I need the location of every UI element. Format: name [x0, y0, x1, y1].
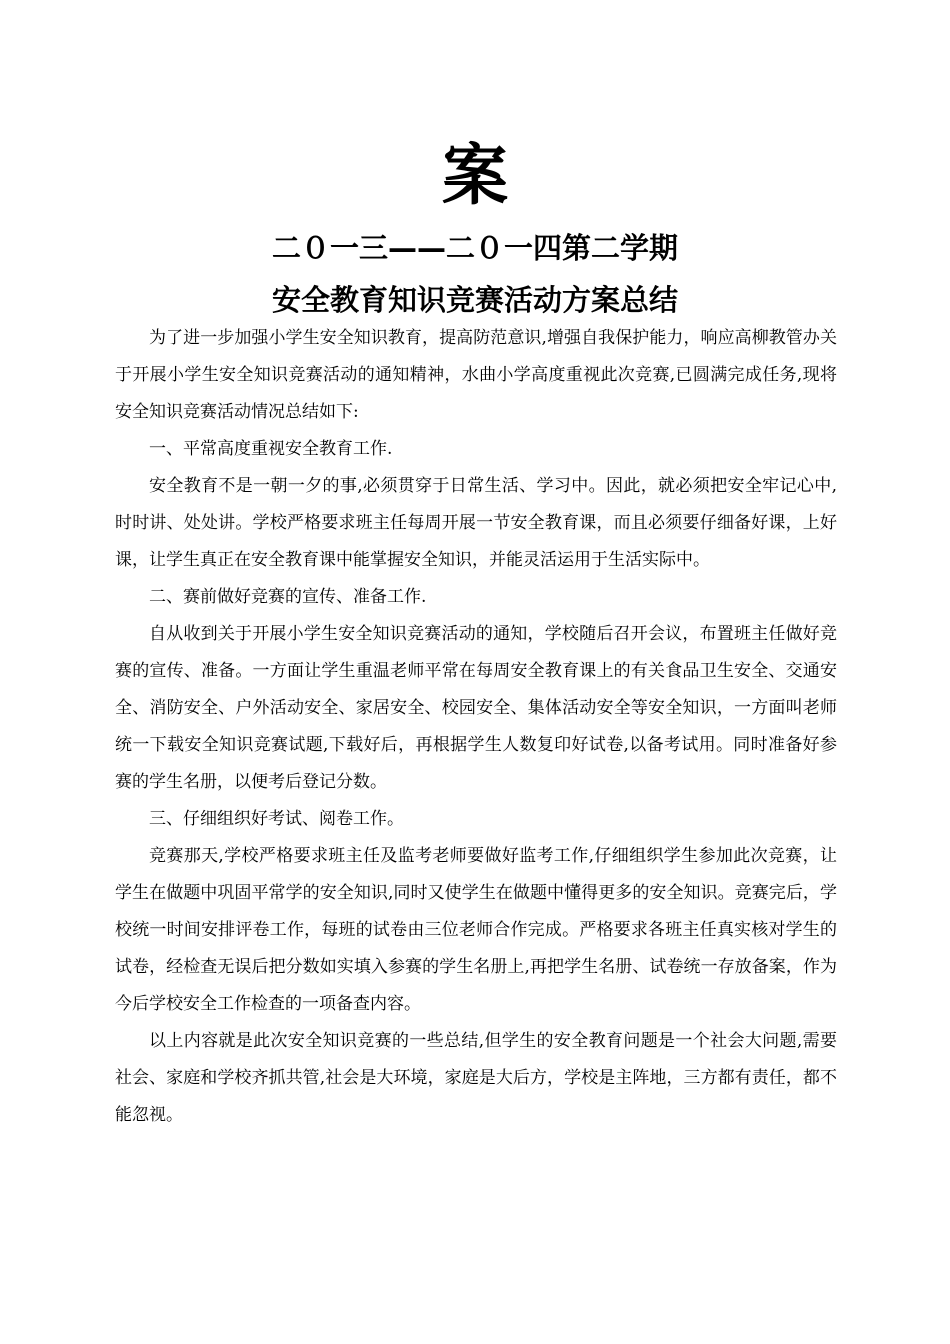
- section-heading-3: 三、仔细组织好考试、阅卷工作。: [149, 809, 404, 829]
- section-heading-1: 一、平常高度重视安全教育工作.: [149, 439, 393, 459]
- heading-fragment: 案: [442, 137, 508, 214]
- paragraph-section-1: 安全教育不是一朝一夕的事,必须贯穿于日常生活、学习中。因此，就必须把安全牢记心中,时时讲、处处讲。学校严格要求班主任每周开展一节安全教育课，而且必须要仔细备好课，上好课，让学生真正在安全教育课中能掌握安全知识，并能灵活运用于生活实际中。: [115, 476, 837, 570]
- section-heading-2: 二、赛前做好竞赛的宣传、准备工作.: [149, 587, 427, 607]
- document-subtitle: 二０一三——二０一四第二学期: [271, 231, 678, 265]
- document-title: 安全教育知识竞赛活动方案总结: [271, 283, 678, 317]
- paragraph-conclusion: 以上内容就是此次安全知识竞赛的一些总结,但学生的安全教育问题是一个社会大问题,需要社会、家庭和学校齐抓共管,社会是大环境，家庭是大后方，学校是主阵地，三方都有责任，都不能忽视。: [115, 1031, 837, 1125]
- paragraph-section-3: 竞赛那天,学校严格要求班主任及监考老师要做好监考工作,仔细组织学生参加此次竞赛，让学生在做题中巩固平常学的安全知识,同时又使学生在做题中懂得更多的安全知识。竞赛完后，学校统一时间安排评卷工作，每班的试卷由三位老师合作完成。严格要求各班主任真实核对学生的试卷，经检查无误后把分数如实填入参赛的学生名册上,再把学生名册、试卷统一存放备案，作为今后学校安全工作检查的一项备查内容。: [115, 846, 837, 1014]
- document-body: [115, 320, 837, 1134]
- paragraph-intro: 为了进一步加强小学生安全知识教育，提高防范意识,增强自我保护能力，响应高柳教管办关于开展小学生安全知识竞赛活动的通知精神，水曲小学高度重视此次竞赛,已圆满完成任务,现将安全知识竞赛活动情况总结如下:: [115, 328, 837, 422]
- paragraph-section-2: 自从收到关于开展小学生安全知识竞赛活动的通知，学校随后召开会议，布置班主任做好竞赛的宣传、准备。一方面让学生重温老师平常在每周安全教育课上的有关食品卫生安全、交通安全、消防安全、户外活动安全、家居安全、校园安全、集体活动安全等安全知识，一方面叫老师统一下载安全知识竞赛试题,下载好后，再根据学生人数复印好试卷,以备考试用。同时准备好参赛的学生名册，以便考后登记分数。: [115, 624, 837, 792]
